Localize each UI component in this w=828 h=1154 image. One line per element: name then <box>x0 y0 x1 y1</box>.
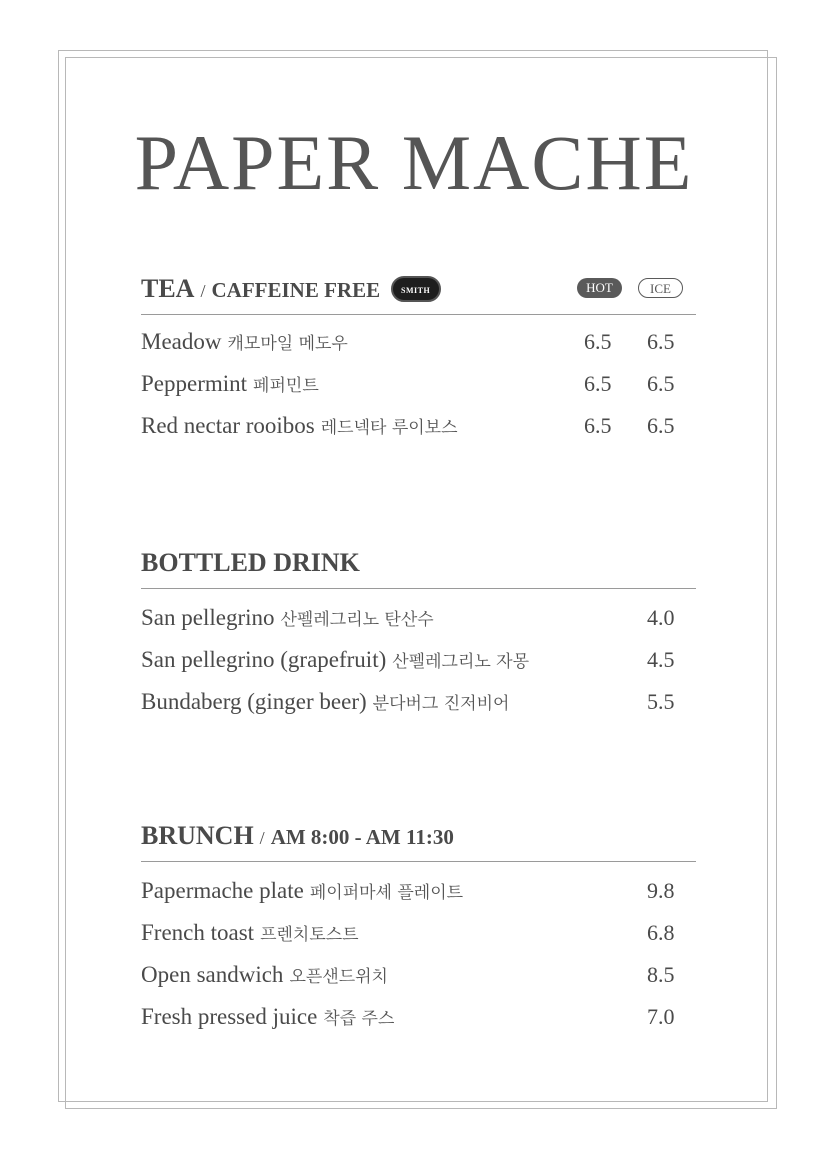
brunch-section <box>141 817 696 1038</box>
tea-title: TEA / CAFFEINE FREE SMITH <box>141 274 441 304</box>
menu-item: French toast 프렌치토스트 6.8 <box>141 920 675 945</box>
bottled-section <box>141 544 696 723</box>
menu-item: Bundaberg (ginger beer) 분다버그 진저비어 5.5 <box>141 689 675 714</box>
brunch-header <box>141 817 696 862</box>
menu-title: PAPER MACHE <box>134 119 694 206</box>
menu-item: Meadow 캐모마일 메도우 6.5 6.5 <box>141 329 675 354</box>
bottled-title: BOTTLED DRINK <box>141 548 360 577</box>
ice-badge: ICE <box>638 278 683 298</box>
tea-header <box>141 270 696 315</box>
tea-section <box>141 270 696 447</box>
smith-logo-icon: SMITH <box>391 276 441 302</box>
menu-item: Fresh pressed juice 착즙 주스 7.0 <box>141 1004 675 1029</box>
menu-item: San pellegrino (grapefruit) 산펠레그리노 자몽 4.5 <box>141 647 675 672</box>
menu-item: San pellegrino 산펠레그리노 탄산수 4.0 <box>141 605 675 630</box>
hot-badge: HOT <box>577 278 622 298</box>
bottled-header <box>141 544 696 589</box>
menu-item: Open sandwich 오픈샌드위치 8.5 <box>141 962 675 987</box>
menu-item: Papermache plate 페이퍼마셰 플레이트 9.8 <box>141 878 675 903</box>
brunch-title: BRUNCH / AM 8:00 - AM 11:30 <box>141 821 454 850</box>
menu-item: Red nectar rooibos 레드넥타 루이보스 6.5 6.5 <box>141 413 675 438</box>
menu-item: Peppermint 페퍼민트 6.5 6.5 <box>141 371 675 396</box>
